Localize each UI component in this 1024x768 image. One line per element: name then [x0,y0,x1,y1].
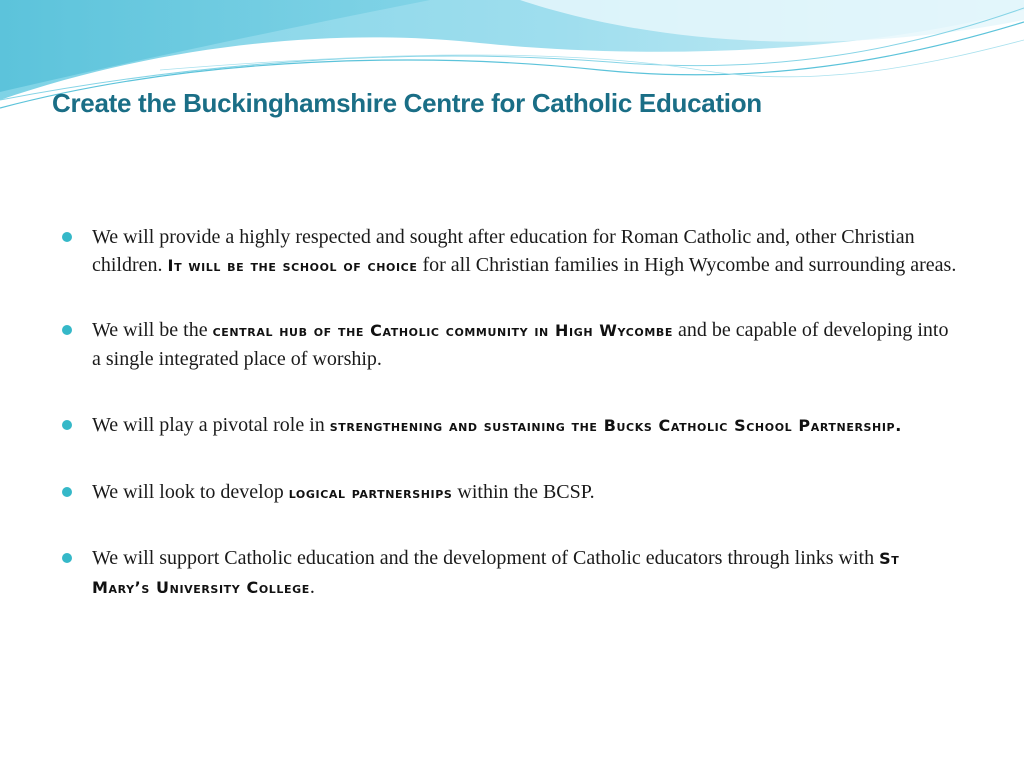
bullet-item-school-of-choice [62,223,962,280]
bullet-item-logical-partnerships [62,478,962,507]
slide-title: Create the Buckinghamshire Centre for Catholic Education [52,88,762,118]
bullet-dot-icon [62,487,72,497]
bullet-emphasis: It will be the school of choice [167,256,418,275]
bullet-emphasis: St Mary’s University College [92,549,900,597]
bullet-item-st-marys [62,544,962,602]
bullet-list [62,223,962,602]
bullet-text-after: for all Christian families in High Wycombe and surrounding areas. [417,254,957,276]
bullet-text: We will be the [92,319,213,341]
bullet-text: We will play a pivotal role in [92,414,330,436]
bullet-text: We will support Catholic education and the development of Catholic educators through links with [92,547,880,569]
bullet-text-after: within the BCSP. [452,481,595,503]
bullet-emphasis: logical partnerships [288,483,453,502]
bullet-text: We will look to develop [92,481,289,503]
bullet-item-central-hub [62,316,962,373]
bullet-item-partnership [62,411,962,440]
bullet-text-after: . [309,576,315,598]
bullet-dot-icon [62,325,72,335]
bullet-emphasis: central hub of the Catholic community in High Wycombe [212,321,674,340]
bullet-text: We will provide a highly respected and sought after education for Roman Catholic and, other Christian children. [92,226,915,276]
bullet-dot-icon [62,553,72,563]
bullet-dot-icon [62,420,72,430]
bullet-dot-icon [62,232,72,242]
bullet-text-after: and be capable of developing into a single integrated place of worship. [92,319,949,370]
bullet-emphasis: strengthening and sustaining the Bucks Catholic School Partnership. [329,416,902,435]
